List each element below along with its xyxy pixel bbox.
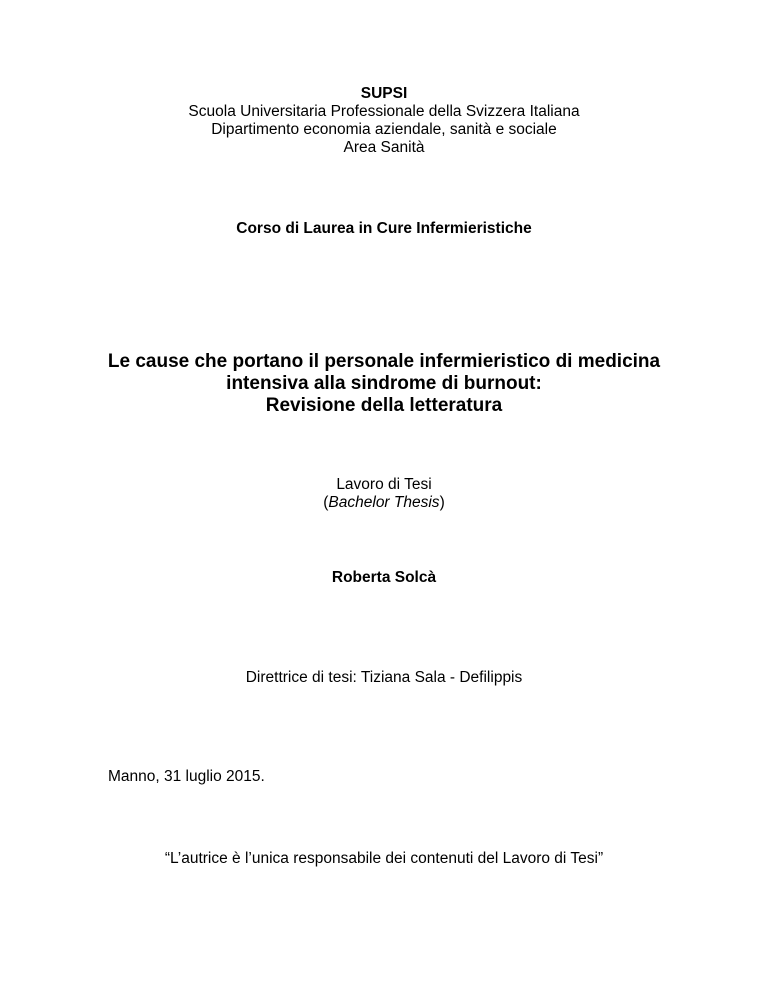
disclaimer: “L’autrice è l’unica responsabile dei contenuti del Lavoro di Tesi”	[164, 850, 604, 867]
supervisor: Direttrice di tesi: Tiziana Sala - Defilippis	[245, 669, 523, 686]
institution-acronym: SUPSI	[360, 85, 408, 102]
place-and-date: Manno, 31 luglio 2015.	[108, 768, 265, 785]
department-name: Dipartimento economia aziendale, sanità e sociale	[211, 121, 557, 138]
course-name: Corso di Laurea in Cure Infermieristiche	[236, 220, 532, 237]
thesis-title-line-2: intensiva alla sindrome di burnout:	[226, 373, 542, 394]
work-type-label: Lavoro di Tesi	[336, 476, 432, 493]
author-name: Roberta Solcà	[331, 569, 437, 586]
institution-name: Scuola Universitaria Professionale della Svizzera Italiana	[188, 103, 580, 120]
thesis-title-line-1: Le cause che portano il personale infermieristico di medicina	[107, 351, 661, 372]
work-type-english: (Bachelor Thesis)	[323, 494, 445, 511]
bachelor-thesis-italic: Bachelor Thesis	[328, 494, 440, 511]
area-name: Area Sanità	[343, 139, 425, 156]
thesis-title-line-3: Revisione della letteratura	[265, 395, 503, 416]
